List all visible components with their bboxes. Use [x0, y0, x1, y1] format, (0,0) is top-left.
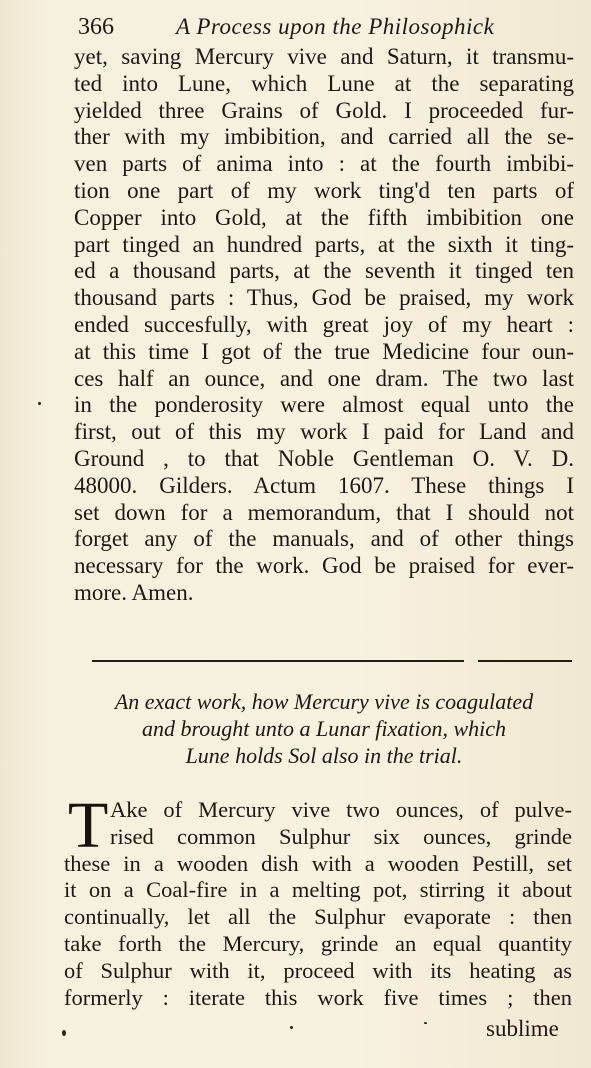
- text-line: yielded three Grains of Gold. I proceeded fur-: [74, 97, 574, 123]
- text-line: thousand parts : Thus, God be praised, my work: [74, 285, 574, 311]
- text-line: at this time I got of the true Medicine four oun-: [74, 338, 574, 364]
- page-number: 366: [78, 14, 114, 40]
- drop-cap: T: [68, 789, 109, 862]
- text-line: ces half an ounce, and one dram. The two last: [74, 365, 574, 391]
- text-line: ven parts of anima into : at the fourth imbibi-: [74, 151, 574, 177]
- text-line: Ake of Mercury vive two ounces, of pulve-: [110, 797, 572, 822]
- running-title: A Process upon the Philosophick: [176, 14, 495, 39]
- text-line: ed a thousand parts, at the seventh it tinged ten: [74, 258, 574, 284]
- ink-speck: [62, 1030, 66, 1036]
- heading-line: Lune holds Sol also in the trial.: [185, 742, 463, 768]
- text-line: part tinged an hundred parts, at the sixth it ting-: [74, 231, 574, 257]
- text-line: Copper into Gold, at the fifth imbibition one: [74, 204, 574, 230]
- section-heading: [74, 688, 574, 768]
- text-line-last: more. Amen.: [74, 579, 194, 605]
- paragraph-2: [64, 789, 572, 1010]
- text-line: ther with my imbibition, and carried all the se-: [74, 124, 574, 150]
- text-line: continually, let all the Sulphur evaporate : then: [64, 904, 572, 930]
- text-line: yet, saving Mercury vive and Saturn, it transmu-: [74, 44, 574, 69]
- text-line: forget any of the manuals, and of other things: [74, 526, 574, 552]
- text-line: rised common Sulphur six ounces, grinde: [110, 823, 572, 849]
- ink-speck: [38, 402, 41, 405]
- text-line: formerly : iterate this work five times ; then: [64, 984, 572, 1010]
- text-line: it on a Coal-fire in a melting pot, stirring it about: [64, 877, 572, 903]
- ink-speck: [424, 1022, 427, 1024]
- page-header: [78, 12, 558, 46]
- ink-speck: [290, 1026, 293, 1029]
- text-line: of Sulphur with it, proceed with its heating as: [64, 957, 572, 983]
- text-line: these in a wooden dish with a wooden Pestill, set: [64, 850, 572, 876]
- text-line: in the ponderosity were almost equal unto the: [74, 392, 574, 418]
- divider-rule: [92, 660, 464, 662]
- text-line: first, out of this my work I paid for Land and: [74, 419, 574, 445]
- heading-line: An exact work, how Mercury vive is coagulated: [114, 689, 534, 714]
- text-line: tion one part of my work ting'd ten parts of: [74, 177, 574, 203]
- section-divider: [92, 656, 572, 666]
- text-line: necessary for the work. God be praised for ever-: [74, 553, 574, 579]
- text-line: Ground , to that Noble Gentleman O. V. D.: [74, 445, 574, 471]
- text-line: take forth the Mercury, grinde an equal quantity: [64, 930, 572, 956]
- heading-line: and brought unto a Lunar fixation, which: [141, 715, 507, 741]
- text-line: 48000. Gilders. Actum 1607. These things I: [74, 472, 574, 498]
- divider-rule: [478, 660, 572, 662]
- text-line: set down for a memorandum, that I should not: [74, 499, 574, 525]
- paragraph-1: [74, 44, 574, 607]
- catchword: sublime: [486, 1016, 559, 1041]
- text-line: ted into Lune, which Lune at the separating: [74, 70, 574, 96]
- text-line: ended succesfully, with great joy of my heart :: [74, 311, 574, 337]
